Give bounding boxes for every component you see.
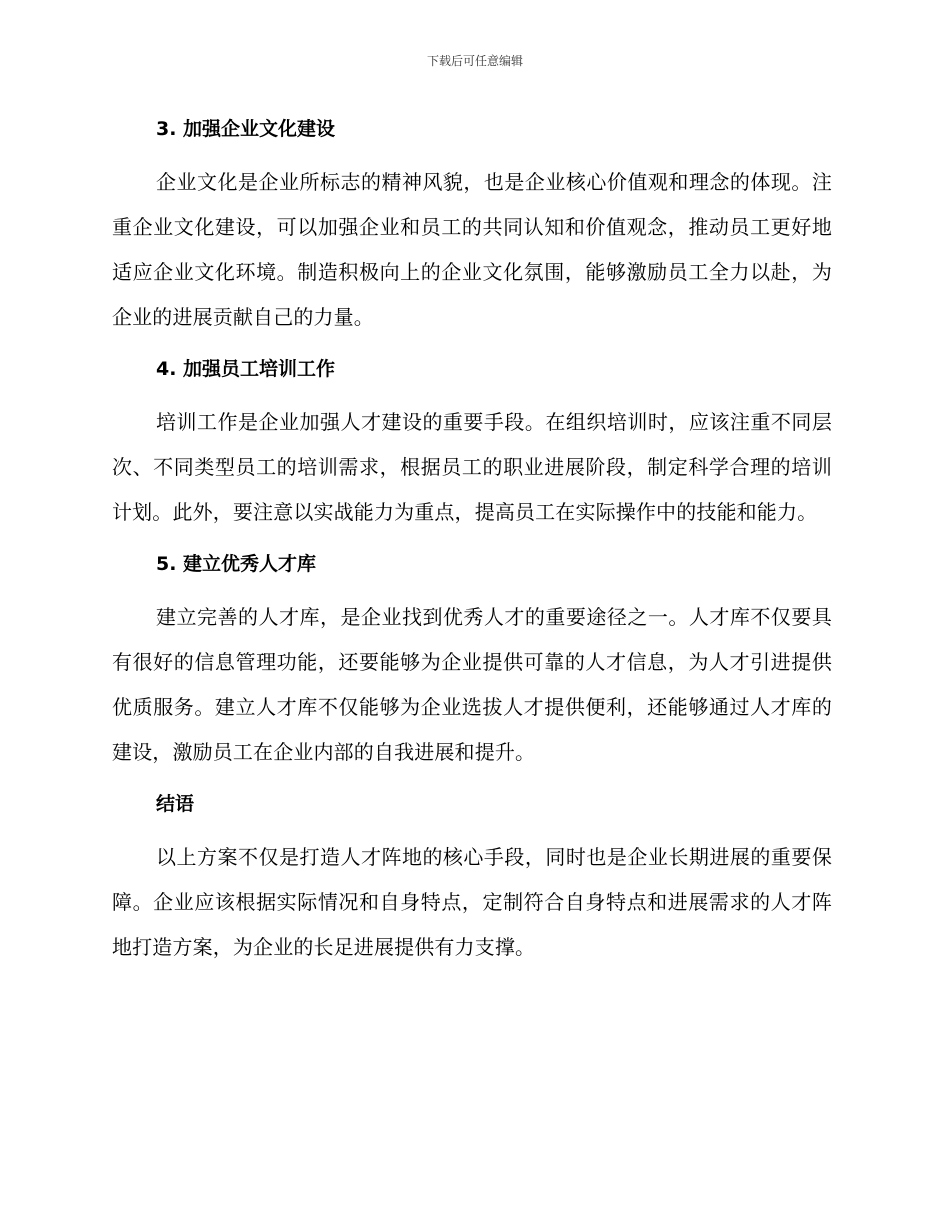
section-training <box>112 352 832 535</box>
section-heading: 5. 建立优秀人才库 <box>156 553 317 575</box>
section-paragraph: 以上方案不仅是打造人才阵地的核心手段，同时也是企业长期进展的重要保障。企业应该根据实际情况和自身特点，定制符合自身特点和进展需求的人才阵地打造方案，为企业的长足进展提供有力支撑。 <box>112 845 832 959</box>
section-paragraph: 企业文化是企业所标志的精神风貌，也是企业核心价值观和理念的体现。注重企业文化建设，可以加强企业和员工的共同认知和价值观念，推动员工更好地适应企业文化环境。制造积极向上的企业文化氛围，能够激励员工全力以赴，为企业的进展贡献自己的力量。 <box>112 170 832 329</box>
document-body <box>112 112 832 982</box>
section-heading: 4. 加强员工培训工作 <box>156 358 336 380</box>
section-heading: 结语 <box>156 793 195 815</box>
section-conclusion <box>112 787 832 970</box>
section-heading: 3. 加强企业文化建设 <box>156 118 336 140</box>
page-header: 下载后可任意编辑 <box>426 54 523 68</box>
section-talent-pool <box>112 547 832 775</box>
section-paragraph: 培训工作是企业加强人才建设的重要手段。在组织培训时，应该注重不同层次、不同类型员工的培训需求，根据员工的职业进展阶段，制定科学合理的培训计划。此外，要注意以实战能力为重点，提高员工在实际操作中的技能和能力。 <box>112 410 832 524</box>
section-culture <box>112 112 832 340</box>
section-paragraph: 建立完善的人才库，是企业找到优秀人才的重要途径之一。人才库不仅要具有很好的信息管理功能，还要能够为企业提供可靠的人才信息，为人才引进提供优质服务。建立人才库不仅能够为企业选拔人才提供便利，还能够通过人才库的建设，激励员工在企业内部的自我进展和提升。 <box>112 605 832 764</box>
